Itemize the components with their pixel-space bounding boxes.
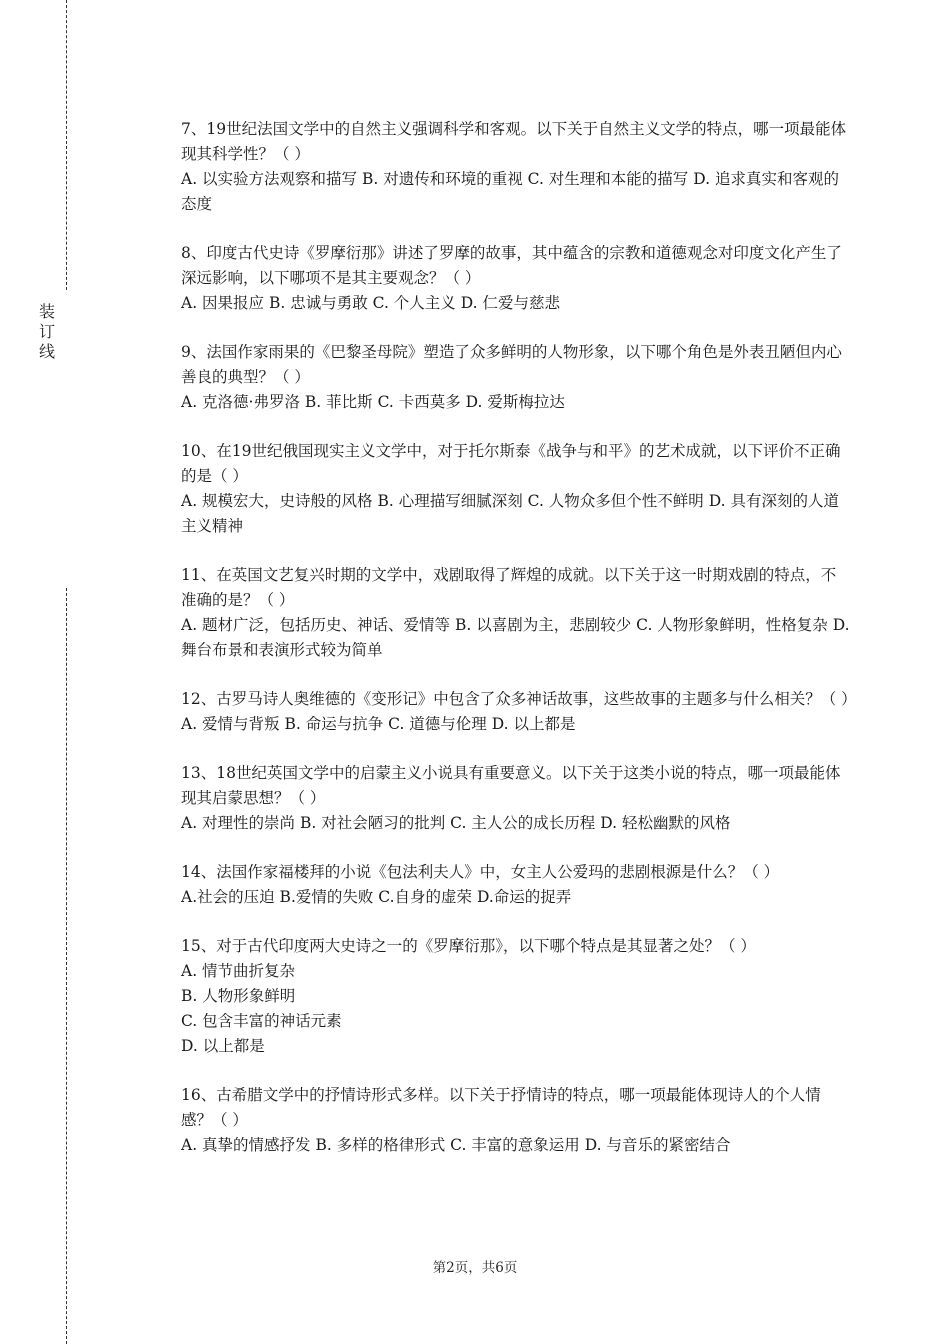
question-option: D. 以上都是	[181, 1037, 265, 1055]
question-option: C. 包含丰富的神话元素	[181, 1012, 342, 1030]
question-stem: 15、对于古代印度两大史诗之一的《罗摩衍那》，以下哪个特点是其显著之处？（ ）	[181, 937, 756, 955]
question-stem: 12、古罗马诗人奥维德的《变形记》中包含了众多神话故事，这些故事的主题多与什么相关？（ ）	[181, 690, 857, 708]
question-stem: 9、法国作家雨果的《巴黎圣母院》塑造了众多鲜明的人物形象，以下哪个角色是外表丑陋但内心善良的典型？（ ）	[181, 343, 842, 386]
question-option: A. 情节曲折复杂	[181, 962, 296, 980]
question-options: A. 爱情与背叛 B. 命运与抗争 C. 道德与伦理 D. 以上都是	[181, 715, 576, 733]
question-options: A. 对理性的崇尚 B. 对社会陋习的批判 C. 主人公的成长历程 D. 轻松幽默的风格	[181, 814, 731, 832]
question-options: A. 因果报应 B. 忠诚与勇敢 C. 个人主义 D. 仁爱与慈悲	[181, 294, 560, 312]
question-15	[181, 934, 851, 1059]
question-stem: 10、在19世纪俄国现实主义文学中，对于托尔斯泰《战争与和平》的艺术成就，以下评价不正确的是（ ）	[181, 442, 841, 485]
binding-dashed-line-top	[66, 0, 67, 290]
question-16	[181, 1083, 851, 1158]
question-13	[181, 761, 851, 836]
binding-label	[37, 302, 57, 362]
page-number: 第2页，共6页	[432, 1260, 518, 1276]
question-10	[181, 439, 851, 539]
question-list	[181, 117, 857, 1182]
binding-dashed-line-bottom	[66, 588, 67, 1344]
question-stem: 8、印度古代史诗《罗摩衍那》讲述了罗摩的故事，其中蕴含的宗教和道德观念对印度文化产生了深远影响，以下哪项不是其主要观念？（ ）	[181, 244, 842, 287]
binding-char: 装	[38, 302, 55, 321]
question-7	[181, 117, 851, 217]
question-stem: 13、18世纪英国文学中的启蒙主义小说具有重要意义。以下关于这类小说的特点，哪一项最能体现其启蒙思想？（ ）	[181, 764, 841, 807]
question-stem: 11、在英国文艺复兴时期的文学中，戏剧取得了辉煌的成就。以下关于这一时期戏剧的特点，不准确的是？（ ）	[181, 566, 837, 609]
question-14	[181, 860, 851, 910]
question-options: A. 真挚的情感抒发 B. 多样的格律形式 C. 丰富的意象运用 D. 与音乐的紧密结合	[181, 1136, 731, 1154]
question-stem: 14、法国作家福楼拜的小说《包法利夫人》中，女主人公爱玛的悲剧根源是什么？（ ）	[181, 863, 780, 881]
question-9	[181, 340, 851, 415]
question-options: A.社会的压迫 B.爱情的失败 C.自身的虚荣 D.命运的捉弄	[181, 888, 572, 906]
question-stem: 7、19世纪法国文学中的自然主义强调科学和客观。以下关于自然主义文学的特点，哪一项最能体现其科学性？（ ）	[181, 120, 847, 163]
question-options: A. 以实验方法观察和描写 B. 对遗传和环境的重视 C. 对生理和本能的描写 D. 追求真实和客观的态度	[181, 170, 839, 213]
binding-char: 线	[38, 342, 55, 361]
question-12	[181, 687, 857, 737]
question-8	[181, 241, 851, 316]
question-options: A. 题材广泛，包括历史、神话、爱情等 B. 以喜剧为主，悲剧较少 C. 人物形象鲜明，性格复杂 D. 舞台布景和表演形式较为简单	[181, 616, 850, 659]
question-stem: 16、古希腊文学中的抒情诗形式多样。以下关于抒情诗的特点，哪一项最能体现诗人的个人情感？（ ）	[181, 1086, 821, 1129]
question-options: A. 克洛德·弗罗洛 B. 菲比斯 C. 卡西莫多 D. 爱斯梅拉达	[181, 393, 565, 411]
binding-char: 订	[38, 322, 55, 341]
question-option: B. 人物形象鲜明	[181, 987, 296, 1005]
question-options: A. 规模宏大，史诗般的风格 B. 心理描写细腻深刻 C. 人物众多但个性不鲜明 D. 具有深刻的人道主义精神	[181, 492, 839, 535]
question-11	[181, 563, 851, 663]
